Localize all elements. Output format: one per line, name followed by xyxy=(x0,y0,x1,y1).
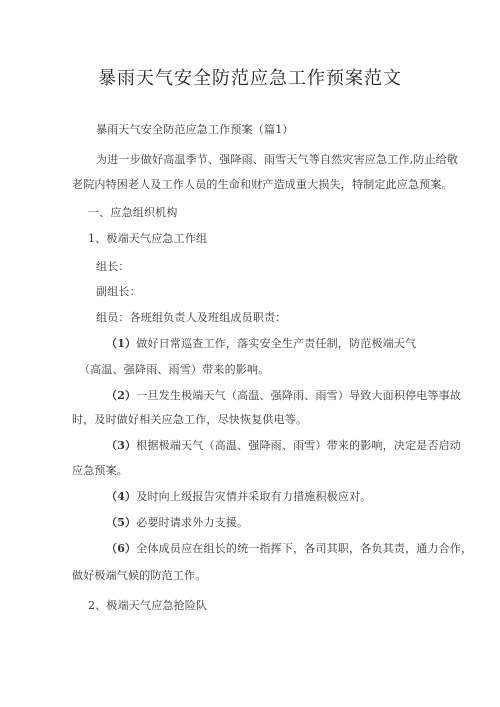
section-heading: 暴雨天气安全防范应急工作预案（篇1） xyxy=(96,123,294,136)
duty-text: 全体成员应在组长的统一指挥下，各司其职，各负其责，通力合作， xyxy=(136,542,473,555)
duty-number: （3） xyxy=(106,439,137,452)
paragraph-line: 时，及时做好相关应急工作，尽快恢复供电等。 xyxy=(72,413,308,426)
duty-text: 根据极端天气（高温、强降雨、雨雪）带来的影响，决定是否启动 xyxy=(136,439,462,452)
duty-text: 一旦发生极端天气（高温、强降雨、雨雪）导致大面积停电等事故 xyxy=(136,389,462,402)
paragraph-line: 老院内特困老人及工作人员的生命和财产造成重大损失，特制定此应急预案。 xyxy=(72,178,453,191)
duty-number: （1） xyxy=(106,337,137,350)
heading-work-group: 1、极端天气应急工作组 xyxy=(88,232,208,245)
duty-item xyxy=(106,490,371,504)
paragraph-line: 为进一步做好高温季节、强降雨、雨雪天气等自然灾害应急工作,防止给敬 xyxy=(96,153,459,166)
members-line: 组员：各班组负责人及班组成员职责： xyxy=(96,311,287,324)
duty-number: （6） xyxy=(106,542,137,555)
duty-text: 必要时请求外力支援。 xyxy=(136,516,249,529)
paragraph-line: （高温、强降雨、雨雪）带来的影响。 xyxy=(79,363,270,376)
deputy-leader-line: 副组长： xyxy=(96,285,141,298)
document-title: 暴雨天气安全防范应急工作预案范文 xyxy=(98,68,402,89)
duty-number: （5） xyxy=(106,516,137,529)
duty-number: （4） xyxy=(106,490,137,503)
duty-item xyxy=(106,439,461,453)
paragraph-line: 做好极端气候的防范工作。 xyxy=(72,569,207,582)
paragraph-line: 应急预案。 xyxy=(72,464,128,477)
duty-number: （2） xyxy=(106,389,137,402)
duty-text: 及时向上级报告灾情并采取有力措施积极应对。 xyxy=(136,490,372,503)
heading-organization: 一、应急组织机构 xyxy=(88,206,178,219)
group-leader-line: 组长： xyxy=(96,260,130,273)
duty-item xyxy=(106,542,472,556)
duty-item xyxy=(106,337,416,351)
duty-item xyxy=(106,389,461,403)
duty-text: 做好日常巡查工作，落实安全生产责任制，防范极端天气 xyxy=(136,337,417,350)
duty-item xyxy=(106,516,248,530)
heading-rescue-team: 2、极端天气应急抢险队 xyxy=(88,599,208,612)
